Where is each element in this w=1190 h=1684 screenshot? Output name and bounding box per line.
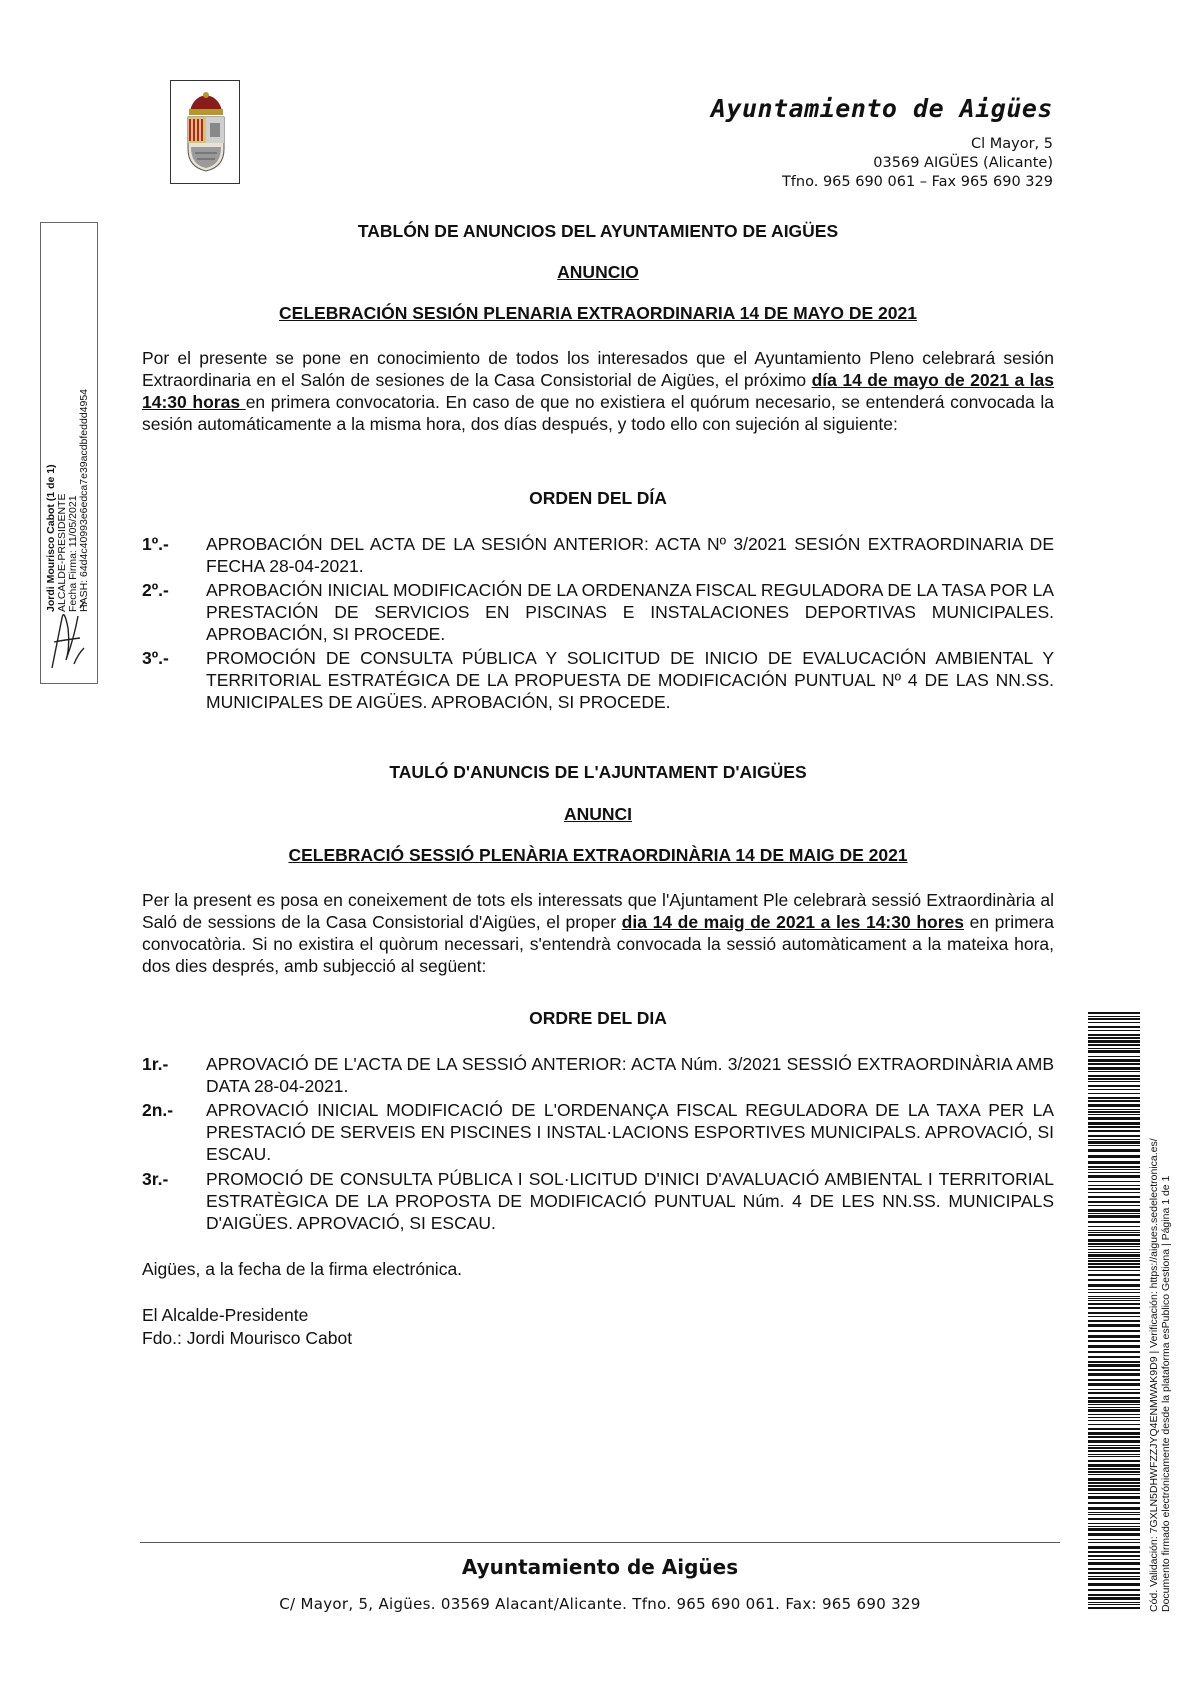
valencian-intro-date: dia 14 de maig de 2021 a les 14:30 hores bbox=[621, 912, 964, 932]
header-address-line1: Cl Mayor, 5 bbox=[970, 136, 1053, 152]
spanish-intro-end: en primera convocatoria. En caso de que no existiera el quórum necesario, se entenderá convocada la sesión automáticamente a la misma hora, dos días después, y todo ello con sujeción al siguiente: bbox=[142, 392, 1054, 434]
signature-signer: Jordi Mourisco Cabot (1 de 1) bbox=[45, 464, 57, 612]
footer-address: C/ Mayor, 5, Aigües. 03569 Alacant/Alicante. Tfno. 965 690 061. Fax: 965 690 329 bbox=[279, 1595, 921, 1613]
item-text: PROMOCIÓ DE CONSULTA PÚBLICA I SOL·LICITUD D'INICI D'AVALUACIÓ AMBIENTAL I TERRITORIAL ESTRATÈGICA DE LA PROPOSTA DE MODIFICACIÓ PUNTUAL Núm. 4 DE LES NN.SS. MUNICIPALS D'AIGÜES. APROVACIÓ, SI ESCAU. bbox=[206, 1169, 1054, 1233]
verification-code: Cód. Validación: 7GXLN5DHWFZZJYQ4ENMWAK9D9 | Verificación: https://aigues.sedelectronica.es/ bbox=[1148, 1138, 1160, 1612]
spanish-intro-start: Por el presente se pone en conocimiento de todos los interesados que el Ayuntamiento Pleno celebrará sesión Extraordinaria en el Salón de sesiones de la Casa Consistorial de Aigües, el próximo bbox=[142, 348, 1054, 390]
municipal-logo bbox=[170, 80, 240, 184]
spanish-notice-label: ANUNCIO bbox=[557, 262, 639, 282]
item-number: 2º.- bbox=[142, 580, 169, 600]
item-number: 1º.- bbox=[142, 534, 169, 554]
barcode-icon bbox=[1088, 1012, 1140, 1612]
closing-signer-role: El Alcalde-Presidente bbox=[142, 1305, 309, 1325]
item-number: 3r.- bbox=[142, 1169, 169, 1189]
spanish-intro-paragraph bbox=[142, 347, 1054, 435]
coat-of-arms-icon bbox=[181, 91, 231, 175]
valencian-intro-paragraph bbox=[142, 889, 1054, 977]
closing-place-date: Aigües, a la fecha de la firma electrónica. bbox=[142, 1259, 463, 1279]
closing-signer-name: Fdo.: Jordi Mourisco Cabot bbox=[142, 1328, 353, 1348]
verification-text bbox=[1148, 1138, 1172, 1612]
valencian-session-title: CELEBRACIÓ SESSIÓ PLENÀRIA EXTRAORDINÀRIA 14 DE MAIG DE 2021 bbox=[288, 845, 908, 865]
item-number: 3º.- bbox=[142, 648, 169, 668]
item-text: PROMOCIÓN DE CONSULTA PÚBLICA Y SOLICITUD DE INICIO DE EVALUCACIÓN AMBIENTAL Y TERRITORIAL ESTRATÉGICA DE LA PROPUESTA DE MODIFICACIÓN PUNTUAL Nº 4 DE LAS NN.SS. MUNICIPALES DE AIGÜES. APROBACIÓN, SI PROCEDE. bbox=[206, 648, 1054, 712]
spanish-agenda-title: ORDEN DEL DÍA bbox=[529, 488, 667, 508]
signature-hash: HASH: 64d4c40993e6edca7e39acdbfeddd4954 bbox=[78, 388, 90, 612]
signature-role: ALCALDE-PRESIDENTE bbox=[56, 493, 68, 612]
item-number: 1r.- bbox=[142, 1054, 169, 1074]
footer-divider bbox=[140, 1542, 1060, 1543]
item-text: APROVACIÓ INICIAL MODIFICACIÓ DE L'ORDENANÇA FISCAL REGULADORA DE LA TAXA PER LA PRESTACIÓ DE SERVEIS EN PISCINES I INSTAL·LACIONS ESPORTIVES MUNICIPALS. APROVACIÓ, SI ESCAU. bbox=[206, 1100, 1054, 1164]
footer-title: Ayuntamiento de Aigües bbox=[461, 1555, 739, 1579]
valencian-intro-start: Per la present es posa en coneixement de tots els interessats que l'Ajuntament Ple celebrarà sessió Extraordinària al Saló de sessions de la Casa Consistorial d'Aigües, el proper bbox=[142, 890, 1054, 932]
item-number: 2n.- bbox=[142, 1100, 174, 1120]
item-text: APROBACIÓN INICIAL MODIFICACIÓN DE LA ORDENANZA FISCAL REGULADORA DE LA TASA POR LA PRESTACIÓN DE SERVICIOS EN PISCINAS E INSTALACIONES DEPORTIVAS MUNICIPALES. APROBACIÓN, SI PROCEDE. bbox=[206, 580, 1054, 644]
signature-date: Fecha Firma: 11/05/2021 bbox=[67, 495, 79, 612]
header-title: Ayuntamiento de Aigües bbox=[710, 94, 1053, 123]
header-address-line2: 03569 AIGÜES (Alicante) bbox=[873, 155, 1053, 171]
spanish-session-title: CELEBRACIÓN SESIÓN PLENARIA EXTRAORDINARIA 14 DE MAYO DE 2021 bbox=[279, 303, 917, 323]
handwritten-signature-icon bbox=[44, 598, 92, 678]
verification-platform: Documento firmado electrónicamente desde la plataforma esPublico Gestiona | Página 1 de 1 bbox=[1160, 1175, 1172, 1612]
spanish-intro-date: día 14 de mayo de 2021 a las 14:30 horas bbox=[142, 370, 1055, 412]
signature-stamp-text bbox=[46, 389, 90, 612]
item-text: APROVACIÓ DE L'ACTA DE LA SESSIÓ ANTERIOR: ACTA Núm. 3/2021 SESSIÓ EXTRAORDINÀRIA AMB DATA 28-04-2021. bbox=[206, 1054, 1054, 1096]
valencian-notice-label: ANUNCI bbox=[563, 804, 633, 824]
valencian-board-title: TAULÓ D'ANUNCIS DE L'AJUNTAMENT D'AIGÜES bbox=[389, 762, 807, 782]
item-text: APROBACIÓN DEL ACTA DE LA SESIÓN ANTERIOR: ACTA Nº 3/2021 SESIÓN EXTRAORDINARIA DE FECHA 28-04-2021. bbox=[206, 534, 1054, 576]
valencian-intro-end: en primera convocatòria. Si no existira el quòrum necessari, s'entendrà convocada la sessió automàticament a la mateixa hora, dos dies després, amb subjecció al següent: bbox=[142, 912, 1054, 976]
spanish-board-title: TABLÓN DE ANUNCIOS DEL AYUNTAMIENTO DE AIGÜES bbox=[357, 221, 839, 241]
header-phone-line: Tfno. 965 690 061 – Fax 965 690 329 bbox=[781, 174, 1053, 190]
valencian-agenda-title: ORDRE DEL DIA bbox=[529, 1008, 667, 1028]
